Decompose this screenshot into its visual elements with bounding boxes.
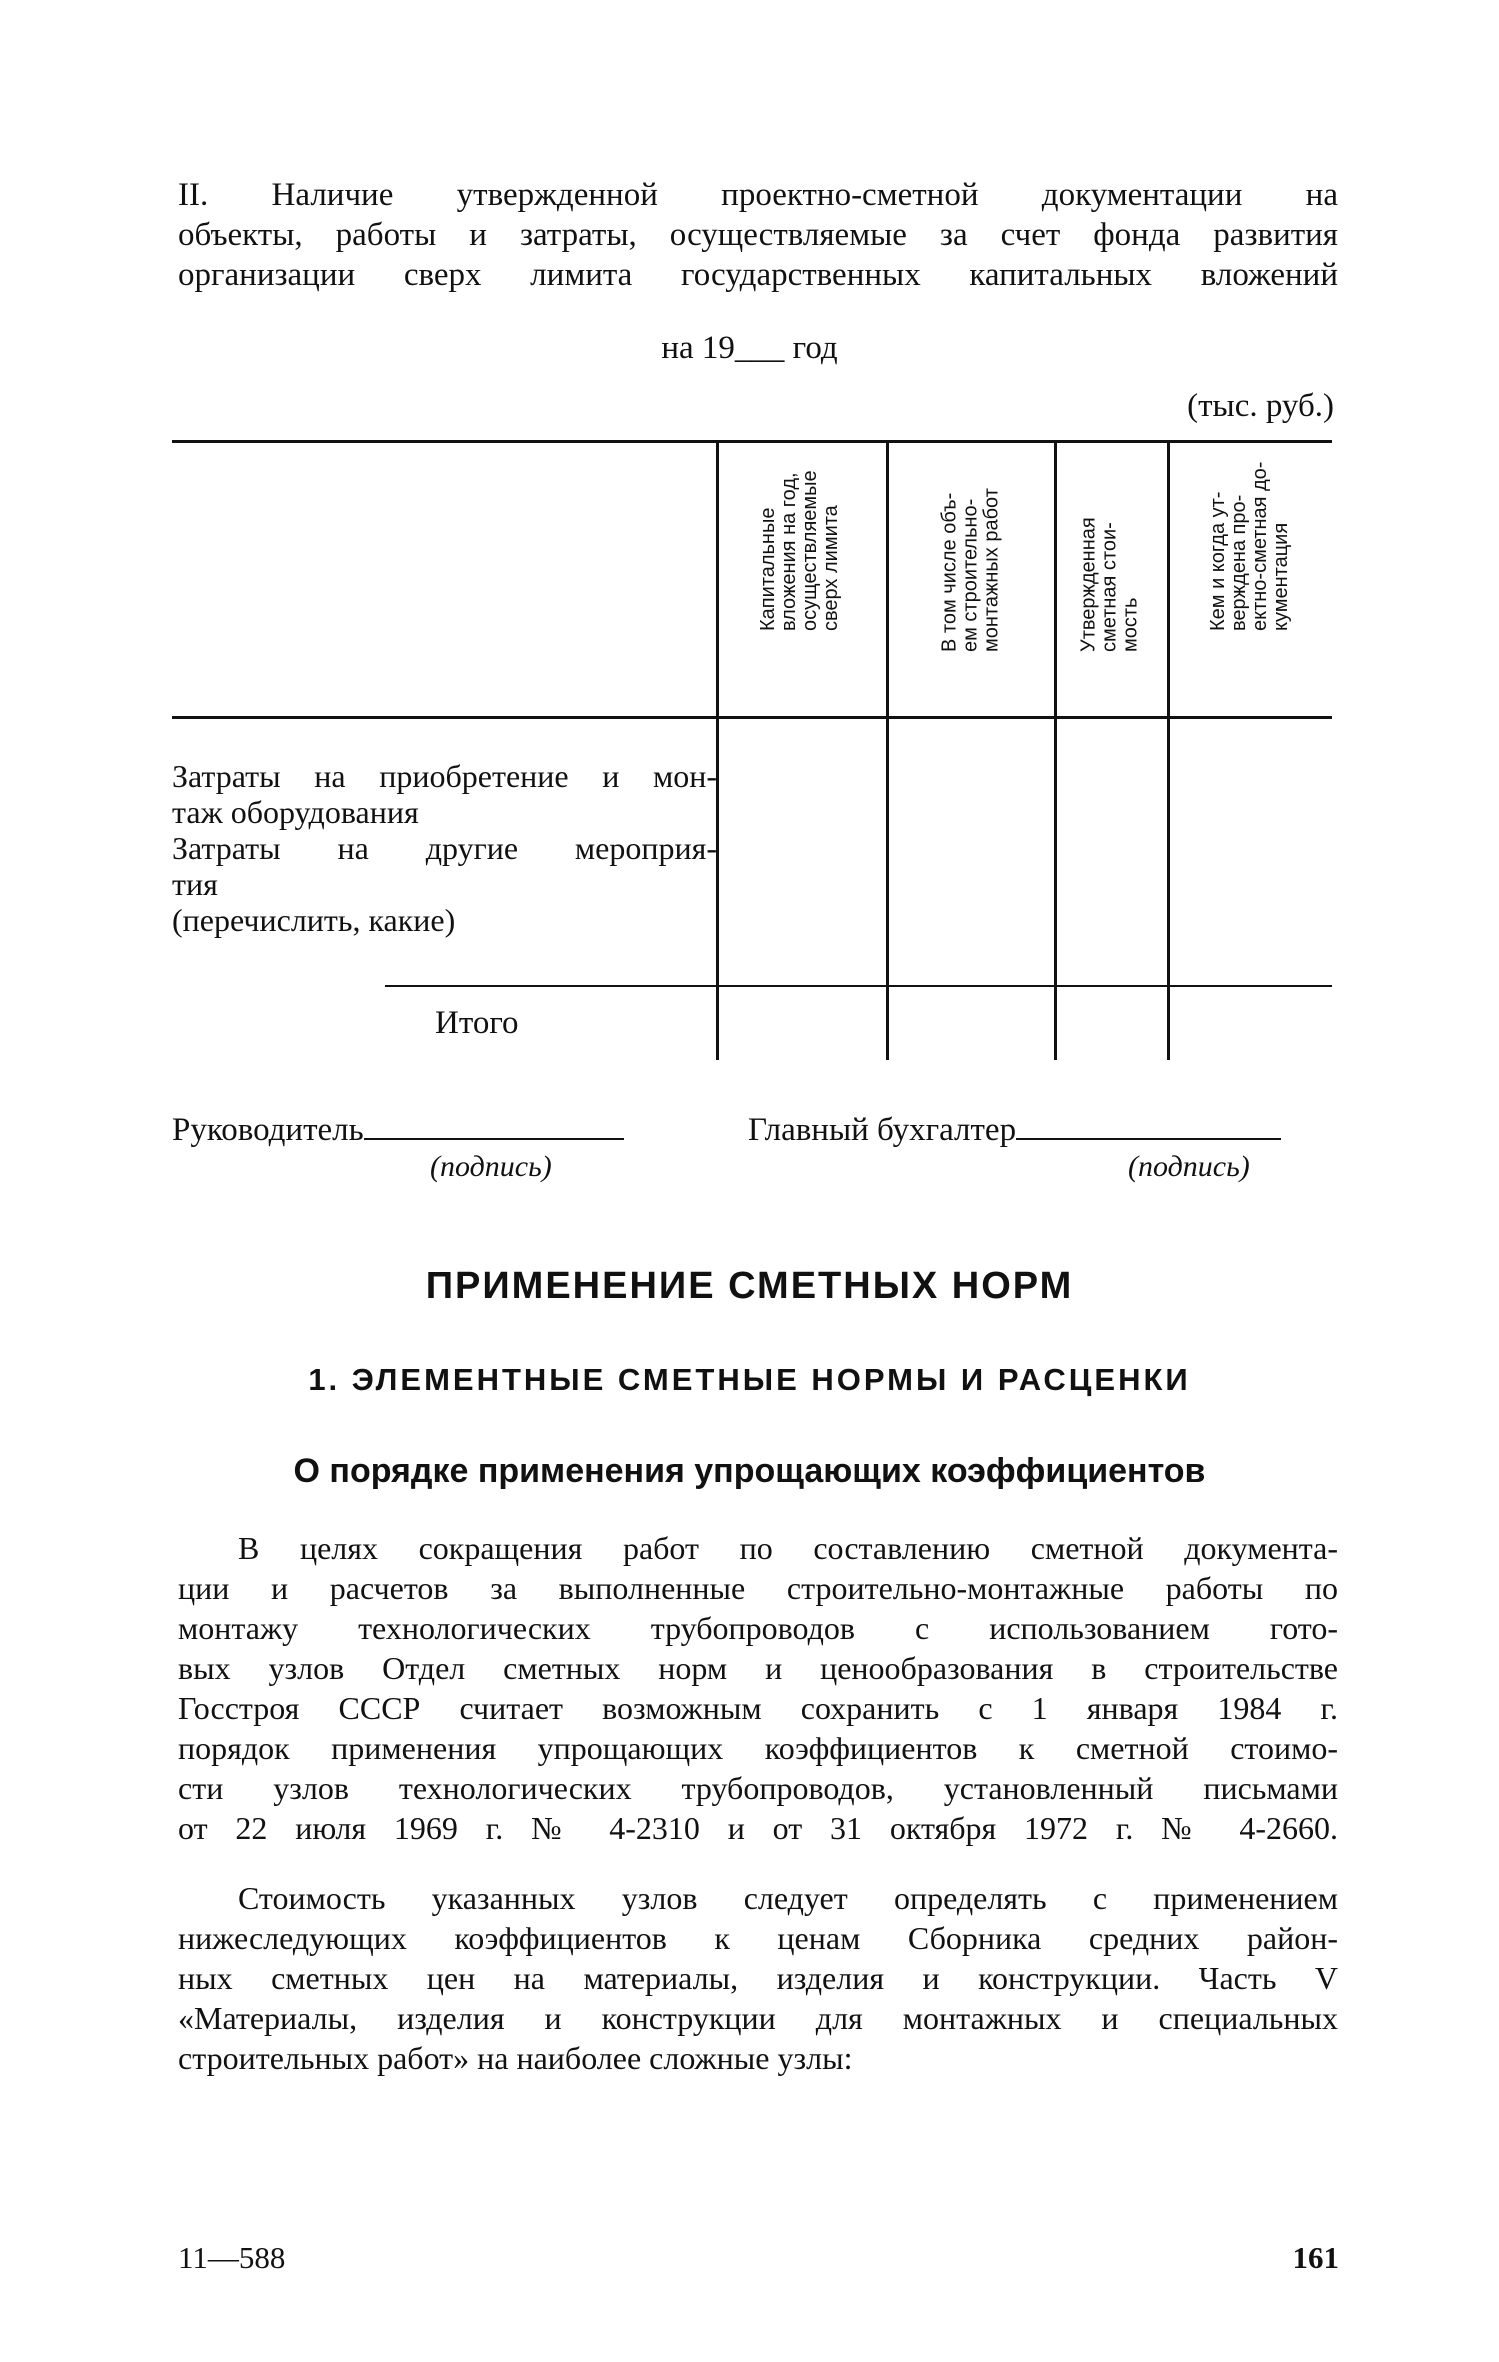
- article-heading: О порядке применения упрощающих коэффициентов: [293, 1452, 1206, 1490]
- paragraph-line: «Материалы, изделия и конструкции для монтажных и специальных: [178, 2000, 1338, 2036]
- paragraph-line: порядок применения упрощающих коэффициентов к сметной стоимо-: [178, 1730, 1338, 1766]
- intro-paragraph: [178, 175, 1338, 295]
- paragraph-line: ции и расчетов за выполненные строительно-монтажные работы по: [178, 1570, 1338, 1606]
- head-signature-hint: (подпись): [430, 1150, 552, 1183]
- paragraph-line: ных сметных цен на материалы, изделия и конструкции. Часть V: [178, 1960, 1338, 1996]
- row-label: Затраты на приобретение и мон-: [172, 758, 717, 794]
- accountant-label: Главный бухгалтер: [748, 1112, 1017, 1148]
- total-label: Итого: [435, 1005, 519, 1041]
- table-header-rule: [172, 716, 1332, 719]
- paragraph-line: Госстроя СССР считает возможным сохранить с 1 января 1984 г.: [178, 1690, 1338, 1726]
- table-column-divider: [716, 443, 719, 1060]
- paragraph-line: Стоимость указанных узлов следует определять с применением: [238, 1880, 1338, 1916]
- subsection-heading: 1. ЭЛЕМЕНТНЫЕ СМЕТНЫЕ НОРМЫ И РАСЦЕНКИ: [308, 1362, 1191, 1397]
- paragraph-line: нижеследующих коэффициентов к ценам Сборника средних район-: [178, 1920, 1338, 1956]
- intro-line: II. Наличие утвержденной проектно-сметной документации на: [178, 177, 1338, 213]
- head-signature: [172, 1110, 624, 1149]
- column-header: Капитальные вложения на год, осуществляемые сверх лимита: [757, 470, 842, 631]
- paragraph-line: от 22 июля 1969 г. № 4-2310 и от 31 октября 1972 г. № 4-2660.: [178, 1810, 1338, 1846]
- table-row: [172, 758, 717, 830]
- row-label: тия: [172, 866, 218, 902]
- accountant-signature-hint: (подпись): [1128, 1150, 1250, 1183]
- column-header: Кем и когда ут- верждена про- ектно-сметная до- кументация: [1207, 461, 1292, 631]
- paragraph-line: сти узлов технологических трубопроводов, установленный письмами: [178, 1770, 1338, 1806]
- accountant-signature: [748, 1110, 1281, 1149]
- table-top-rule: [172, 440, 1332, 443]
- table-column-divider: [1054, 443, 1057, 1060]
- paragraph-line: вых узлов Отдел сметных норм и ценообразования в строительстве: [178, 1650, 1338, 1686]
- intro-line: объекты, работы и затраты, осуществляемые за счет фонда развития: [178, 217, 1338, 253]
- column-header: В том числе объ- ем строительно- монтажных работ: [938, 488, 1003, 652]
- footer-signature-mark: 11—588: [178, 2240, 286, 2275]
- table-column-divider: [1167, 443, 1170, 1060]
- paragraph-line: строительных работ» на наиболее сложные узлы:: [178, 2040, 853, 2076]
- table-row: [172, 830, 717, 938]
- signature-line: [364, 1110, 624, 1140]
- row-label: Затраты на другие мероприя-: [172, 830, 717, 866]
- page-number: 161: [1292, 2240, 1339, 2275]
- table-total-rule: [385, 985, 1332, 987]
- paragraph-line: В целях сокращения работ по составлению сметной документа-: [238, 1530, 1338, 1566]
- body-paragraph: [178, 1878, 1338, 2078]
- units-label: (тыс. руб.): [1187, 388, 1334, 424]
- row-label: таж оборудования: [172, 794, 419, 830]
- head-label: Руководитель: [172, 1112, 364, 1148]
- table-column-divider: [886, 443, 889, 1060]
- body-paragraph: [178, 1528, 1338, 1848]
- year-line: на 19___ год: [661, 330, 838, 366]
- intro-line: организации сверх лимита государственных капитальных вложений: [178, 257, 1338, 293]
- paragraph-line: монтажу технологических трубопроводов с использованием гото-: [178, 1610, 1338, 1646]
- signature-line: [1016, 1110, 1281, 1140]
- column-header: Утвержденная сметная стои- мость: [1077, 517, 1142, 652]
- section-heading: ПРИМЕНЕНИЕ СМЕТНЫХ НОРМ: [425, 1265, 1074, 1307]
- row-label: (перечислить, какие): [172, 902, 456, 938]
